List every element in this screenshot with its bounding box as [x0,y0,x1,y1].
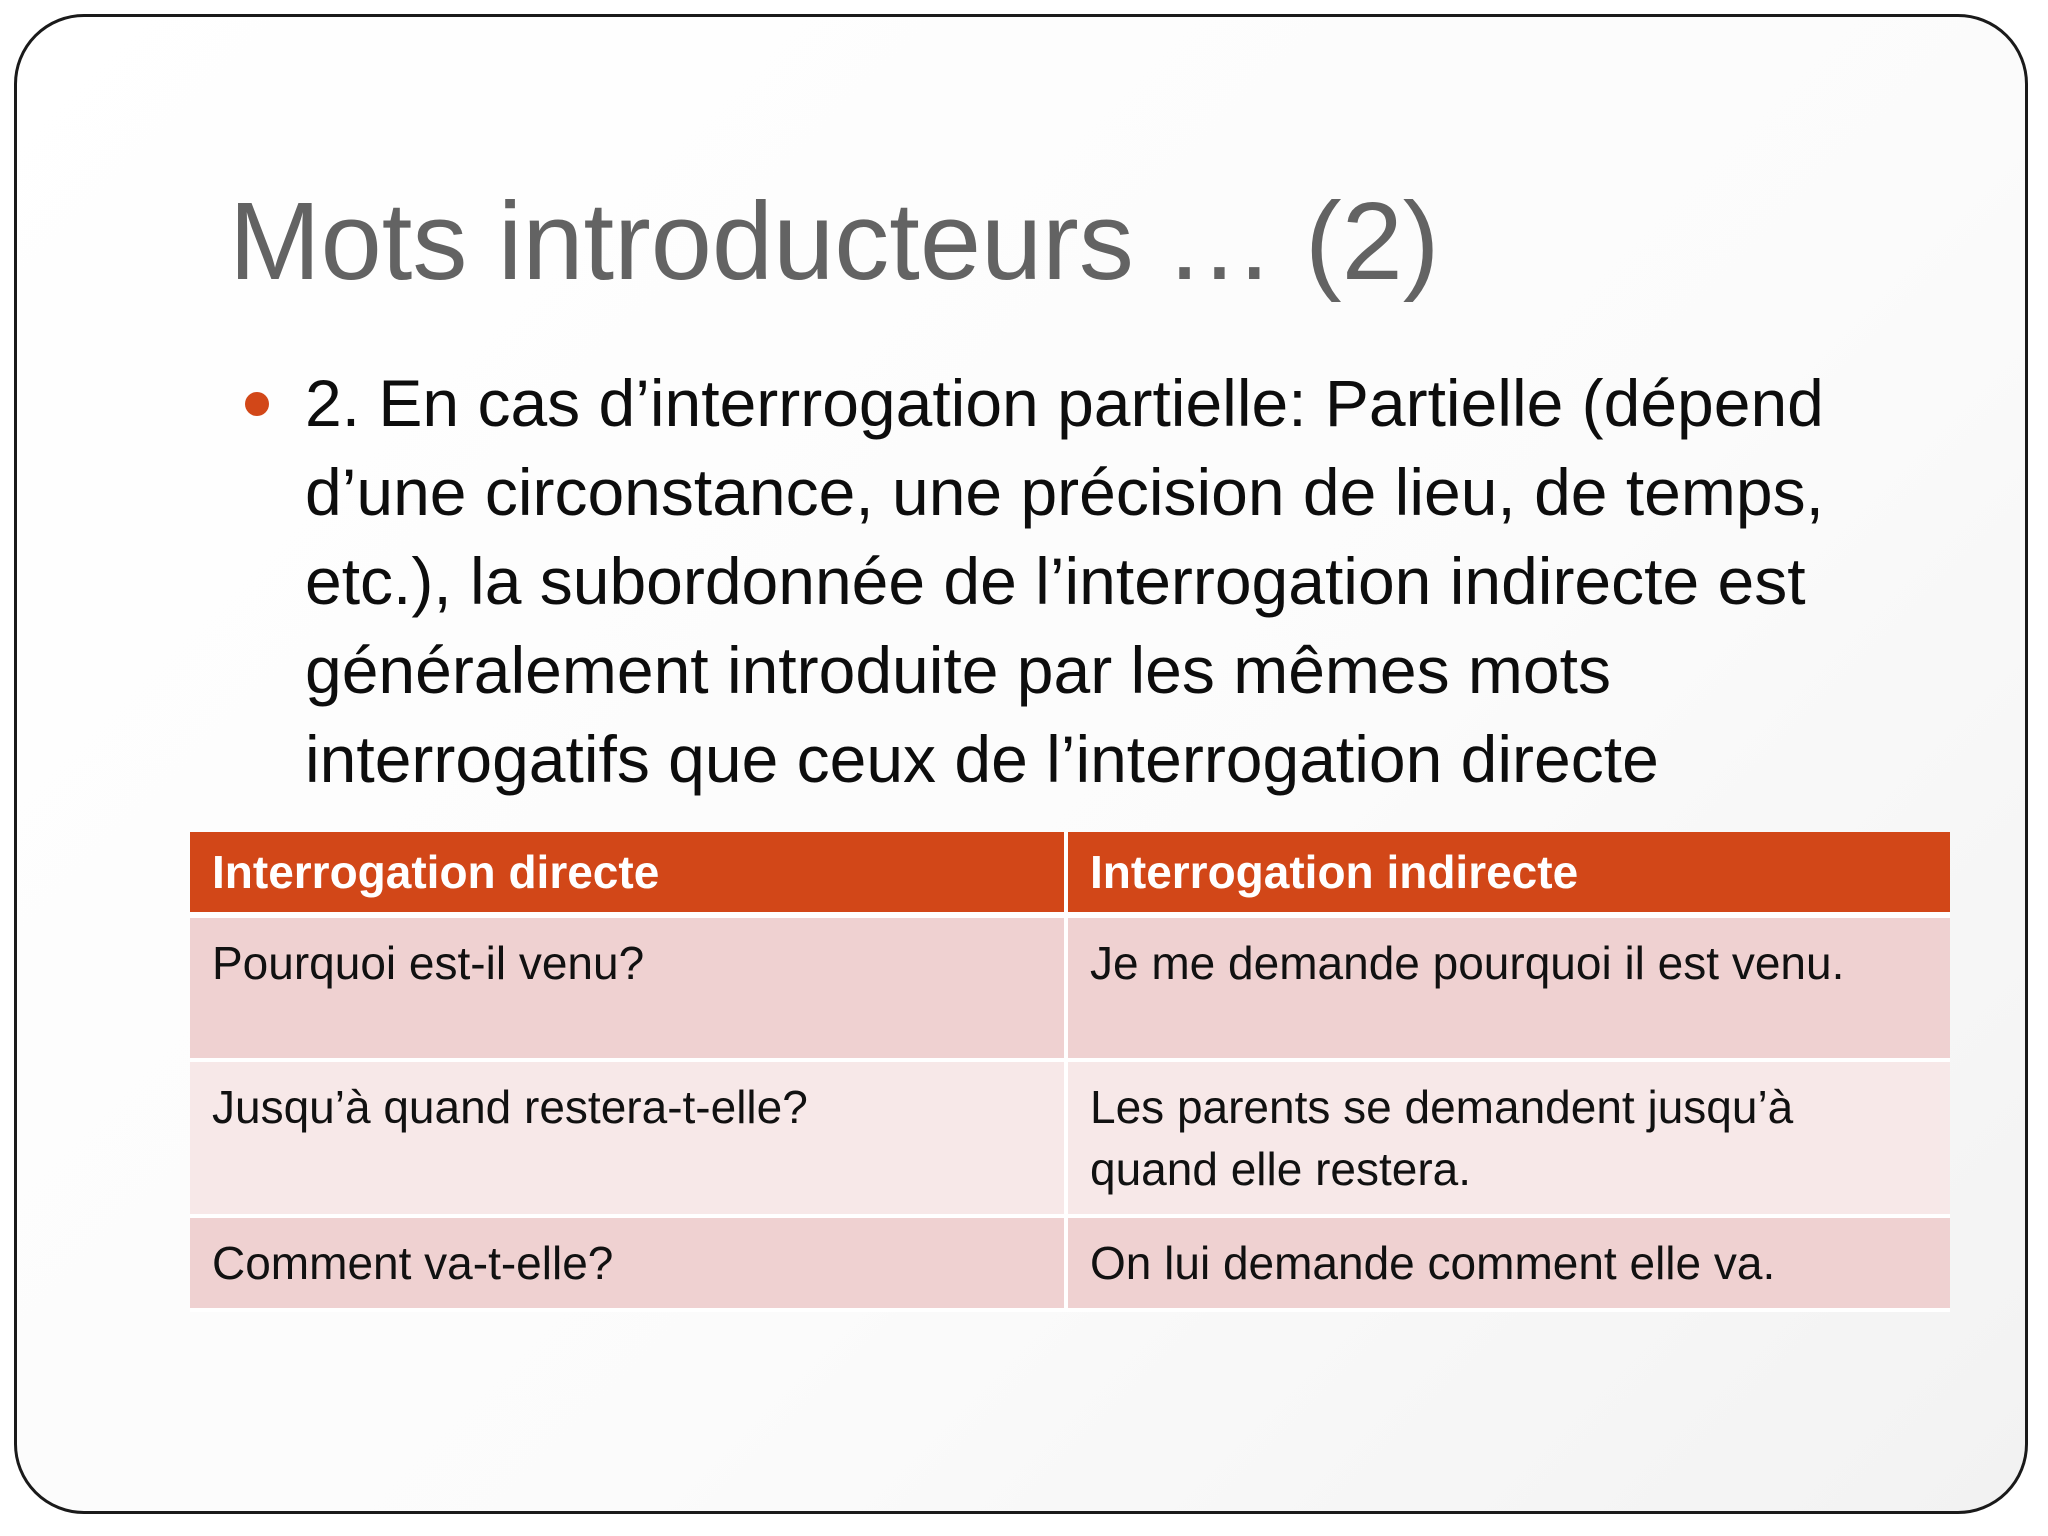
bullet-text: 2. En cas d’interrrogation partielle: Partielle (dépend d’une circonstance, une précision de lieu, de temps, etc.), la subordonnée de l’interrogation indirecte est généralement introduite par les mêmes mots interrogatifs que ceux de l’interrogation directe [305,366,1824,796]
cell-direct: Jusqu’à quand restera-t-elle? [190,1060,1066,1216]
header-indirect: Interrogation indirecte [1066,832,1950,915]
cell-direct: Pourquoi est-il venu? [190,915,1066,1060]
table-row [190,1216,1950,1310]
comparison-table [190,832,1950,1312]
slide-body [229,345,1929,865]
table-header-row [190,832,1950,915]
cell-direct: Comment va-t-elle? [190,1216,1066,1310]
bullet-icon [245,392,269,416]
table-row [190,1060,1950,1216]
cell-indirect: Je me demande pourquoi il est venu. [1066,915,1950,1060]
header-direct: Interrogation directe [190,832,1066,915]
cell-indirect: Les parents se demandent jusqu’à quand elle restera. [1066,1060,1950,1216]
cell-indirect: On lui demande comment elle va. [1066,1216,1950,1310]
slide-title: Mots introducteurs … (2) [229,180,1440,303]
table-row [190,915,1950,1060]
